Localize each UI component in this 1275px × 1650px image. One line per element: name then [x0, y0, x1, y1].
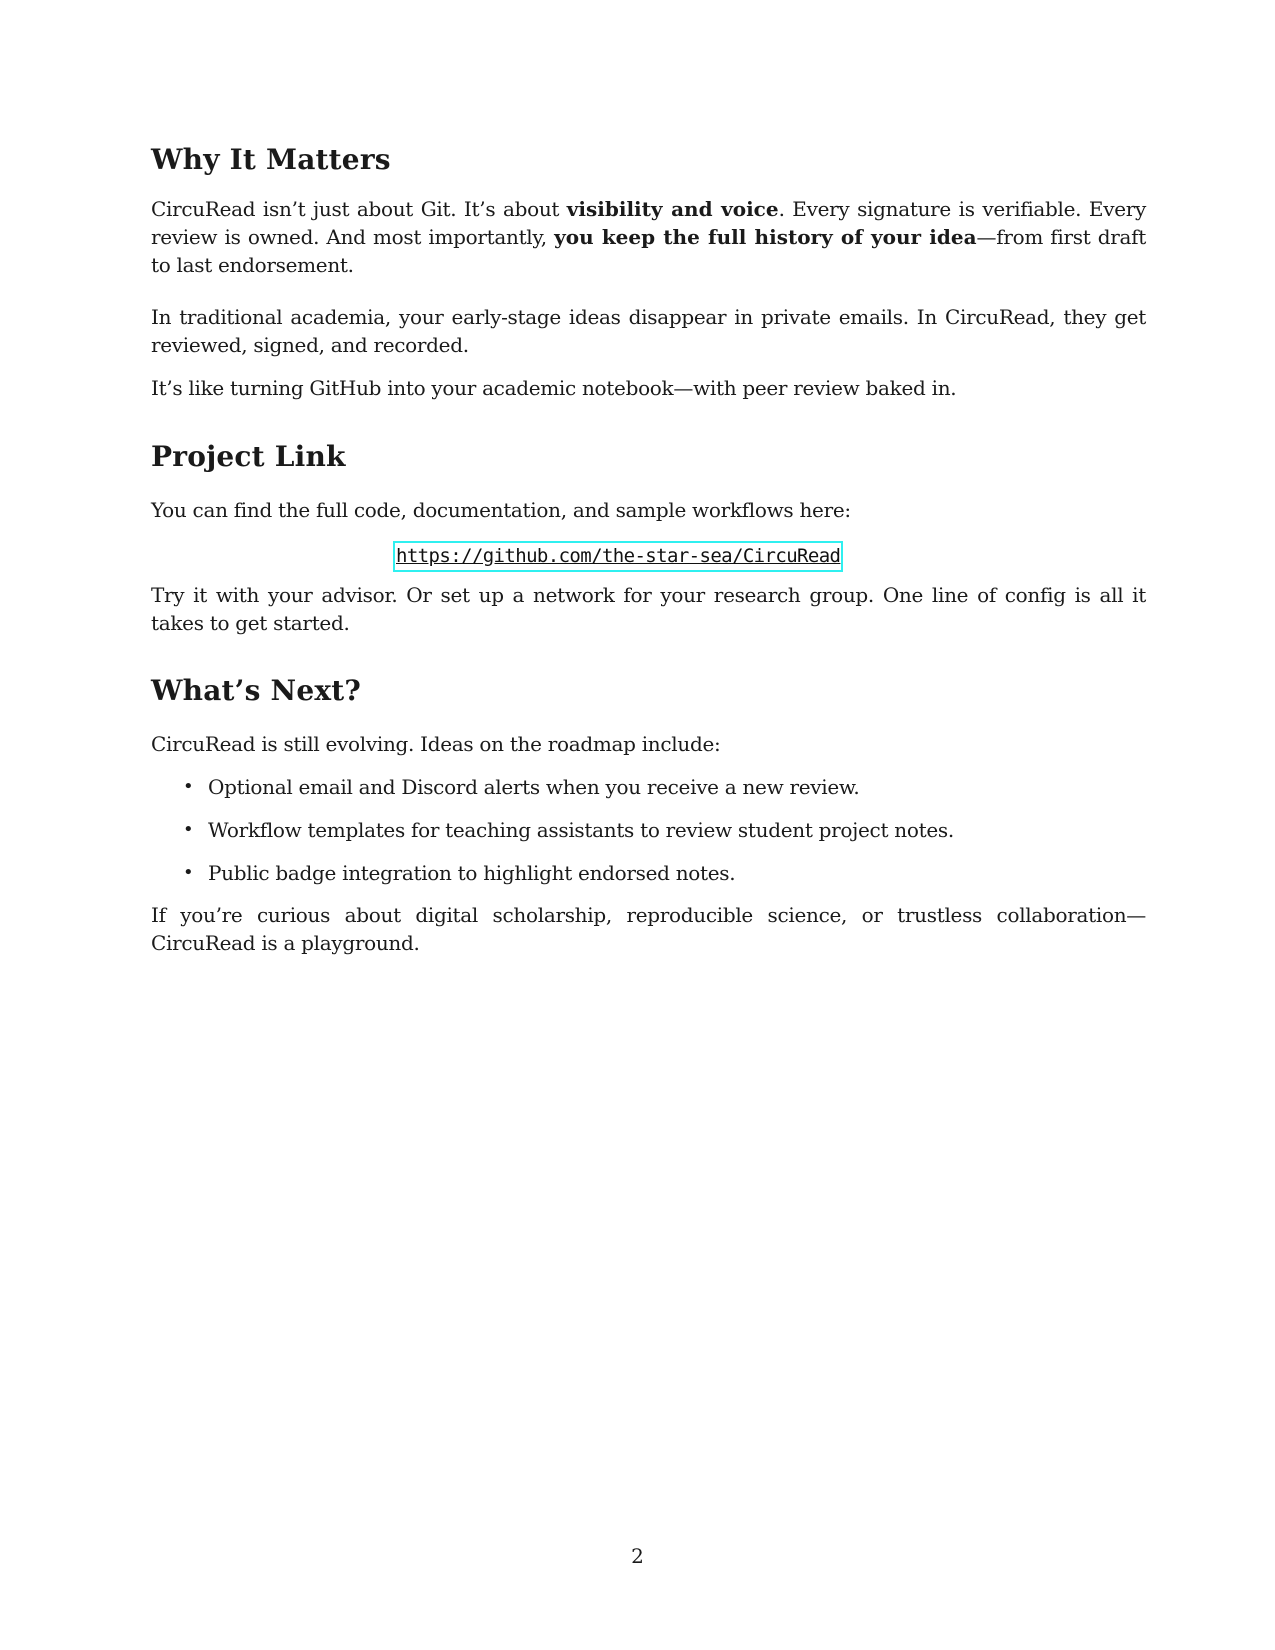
why-p1-text-3: —from first draft to last endorsement.	[151, 225, 1146, 277]
project-url-link[interactable]: https://github.com/the-star-sea/CircuRead	[393, 541, 843, 572]
list-item	[151, 816, 1146, 859]
project-intro: You can find the full code, documentation, and sample workflows here:	[151, 498, 851, 522]
next-intro: CircuRead is still evolving. Ideas on the roadmap include:	[151, 732, 721, 756]
bullet-icon: •	[183, 862, 194, 883]
why-p1-text-2: . Every signature is verifiable. Every review is owned. And most importantly,	[151, 197, 1146, 249]
why-p1-text-1: CircuRead isn’t just about Git. It’s about	[151, 197, 567, 221]
list-item	[151, 773, 1146, 816]
bullet-icon: •	[183, 819, 194, 840]
section-heading-why-it-matters: Why It Matters	[151, 143, 391, 176]
why-paragraph-2: In traditional academia, your early-stage ideas disappear in private emails. In CircuRead, they get reviewed, signed, and recorded.	[151, 305, 1146, 357]
list-item	[151, 859, 1146, 902]
why-paragraph-3: It’s like turning GitHub into your academic notebook—with peer review baked in.	[151, 376, 957, 400]
bullet-icon: •	[183, 776, 194, 797]
list-item-text: Public badge integration to highlight endorsed notes.	[208, 861, 736, 885]
section-heading-project-link: Project Link	[151, 440, 346, 473]
roadmap-list	[151, 773, 1146, 902]
why-p1-bold-1: visibility and voice	[566, 197, 779, 221]
document-page	[151, 0, 1146, 1650]
why-p1-bold-2: you keep the full history of your idea	[554, 225, 977, 249]
project-after-paragraph: Try it with your advisor. Or set up a network for your research group. One line of config is all it takes to get started.	[151, 583, 1146, 635]
list-item-text: Optional email and Discord alerts when you receive a new review.	[208, 775, 860, 799]
next-closing-paragraph: If you’re curious about digital scholarship, reproducible science, or trustless collaboration—CircuRead is a playground.	[151, 903, 1146, 955]
page-number: 2	[631, 1544, 644, 1568]
list-item-text: Workflow templates for teaching assistants to review student project notes.	[208, 818, 954, 842]
why-paragraph-1	[151, 195, 1146, 279]
section-heading-whats-next: What’s Next?	[151, 674, 361, 707]
